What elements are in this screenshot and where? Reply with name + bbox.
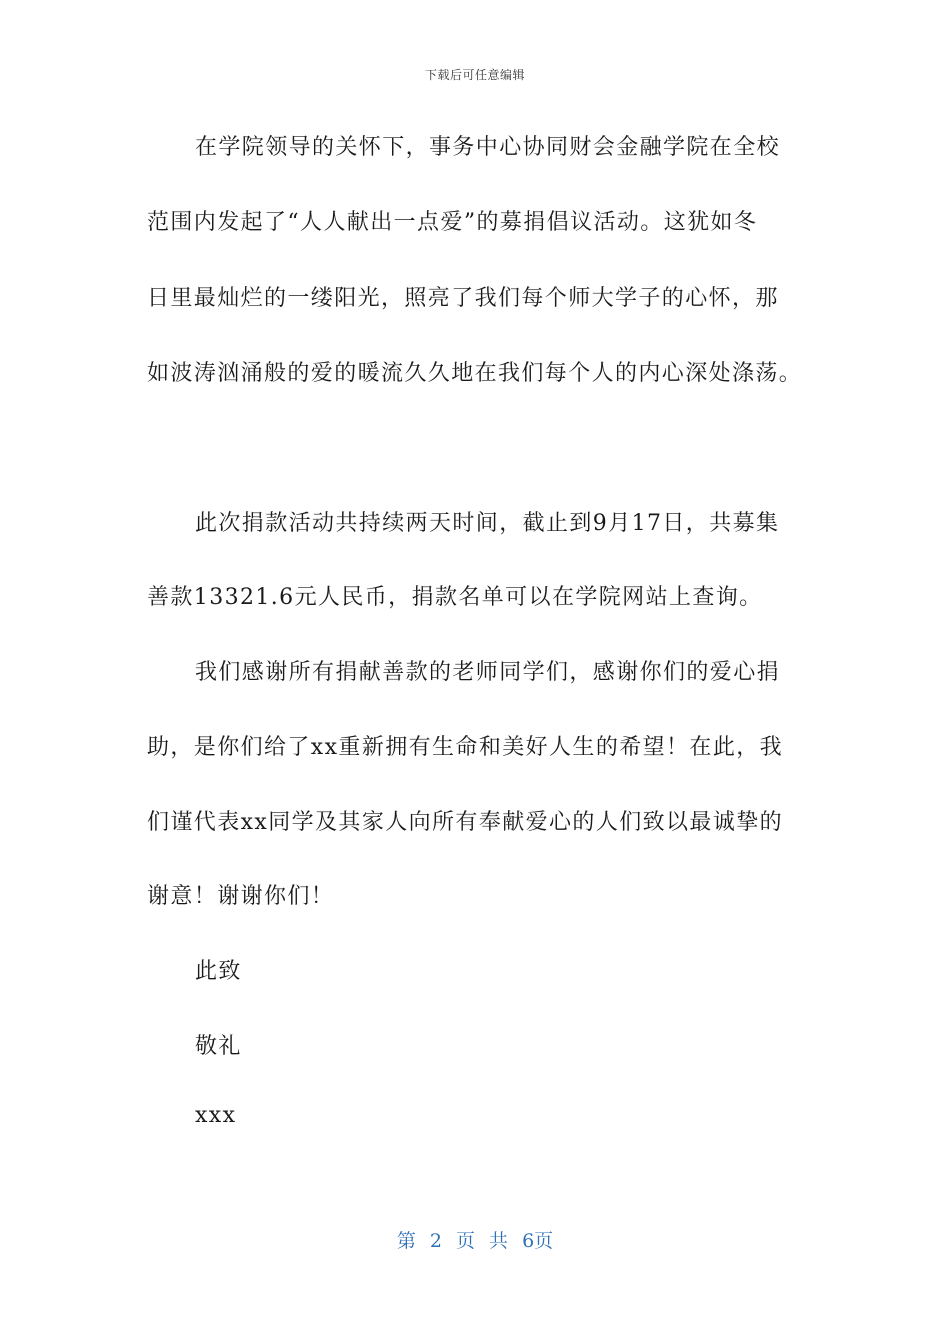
paragraph-line: 此次捐款活动共持续两天时间，截止到9月17日，共募集 [195, 511, 780, 536]
paragraph-line: 我们感谢所有捐献善款的老师同学们，感谢你们的爱心捐 [195, 660, 781, 685]
page-header: 下载后可任意编辑 [424, 68, 525, 82]
closing-regards: 敬礼 [195, 1034, 242, 1059]
signature: xxx [195, 1103, 237, 1128]
paragraph-line: 谢意！谢谢你们！ [147, 884, 335, 909]
paragraph-line: 如波涛汹涌般的爱的暖流久久地在我们每个人的内心深处涤荡。 [147, 361, 803, 386]
paragraph-line: 范围内发起了“人人献出一点爱”的募捐倡议活动。这犹如冬 [147, 210, 758, 235]
paragraph-line: 助，是你们给了xx重新拥有生命和美好人生的希望！在此，我 [147, 735, 784, 760]
closing-salutation: 此致 [195, 959, 242, 984]
paragraph-line: 们谨代表xx同学及其家人向所有奉献爱心的人们致以最诚挚的 [147, 810, 784, 835]
paragraph-line: 日里最灿烂的一缕阳光，照亮了我们每个师大学子的心怀，那 [147, 286, 779, 311]
paragraph-line: 在学院领导的关怀下，事务中心协同财会金融学院在全校 [195, 135, 781, 160]
page-number: 第 2 页 共 6页 [396, 1230, 554, 1252]
paragraph-line: 善款13321.6元人民币，捐款名单可以在学院网站上查询。 [147, 585, 763, 610]
